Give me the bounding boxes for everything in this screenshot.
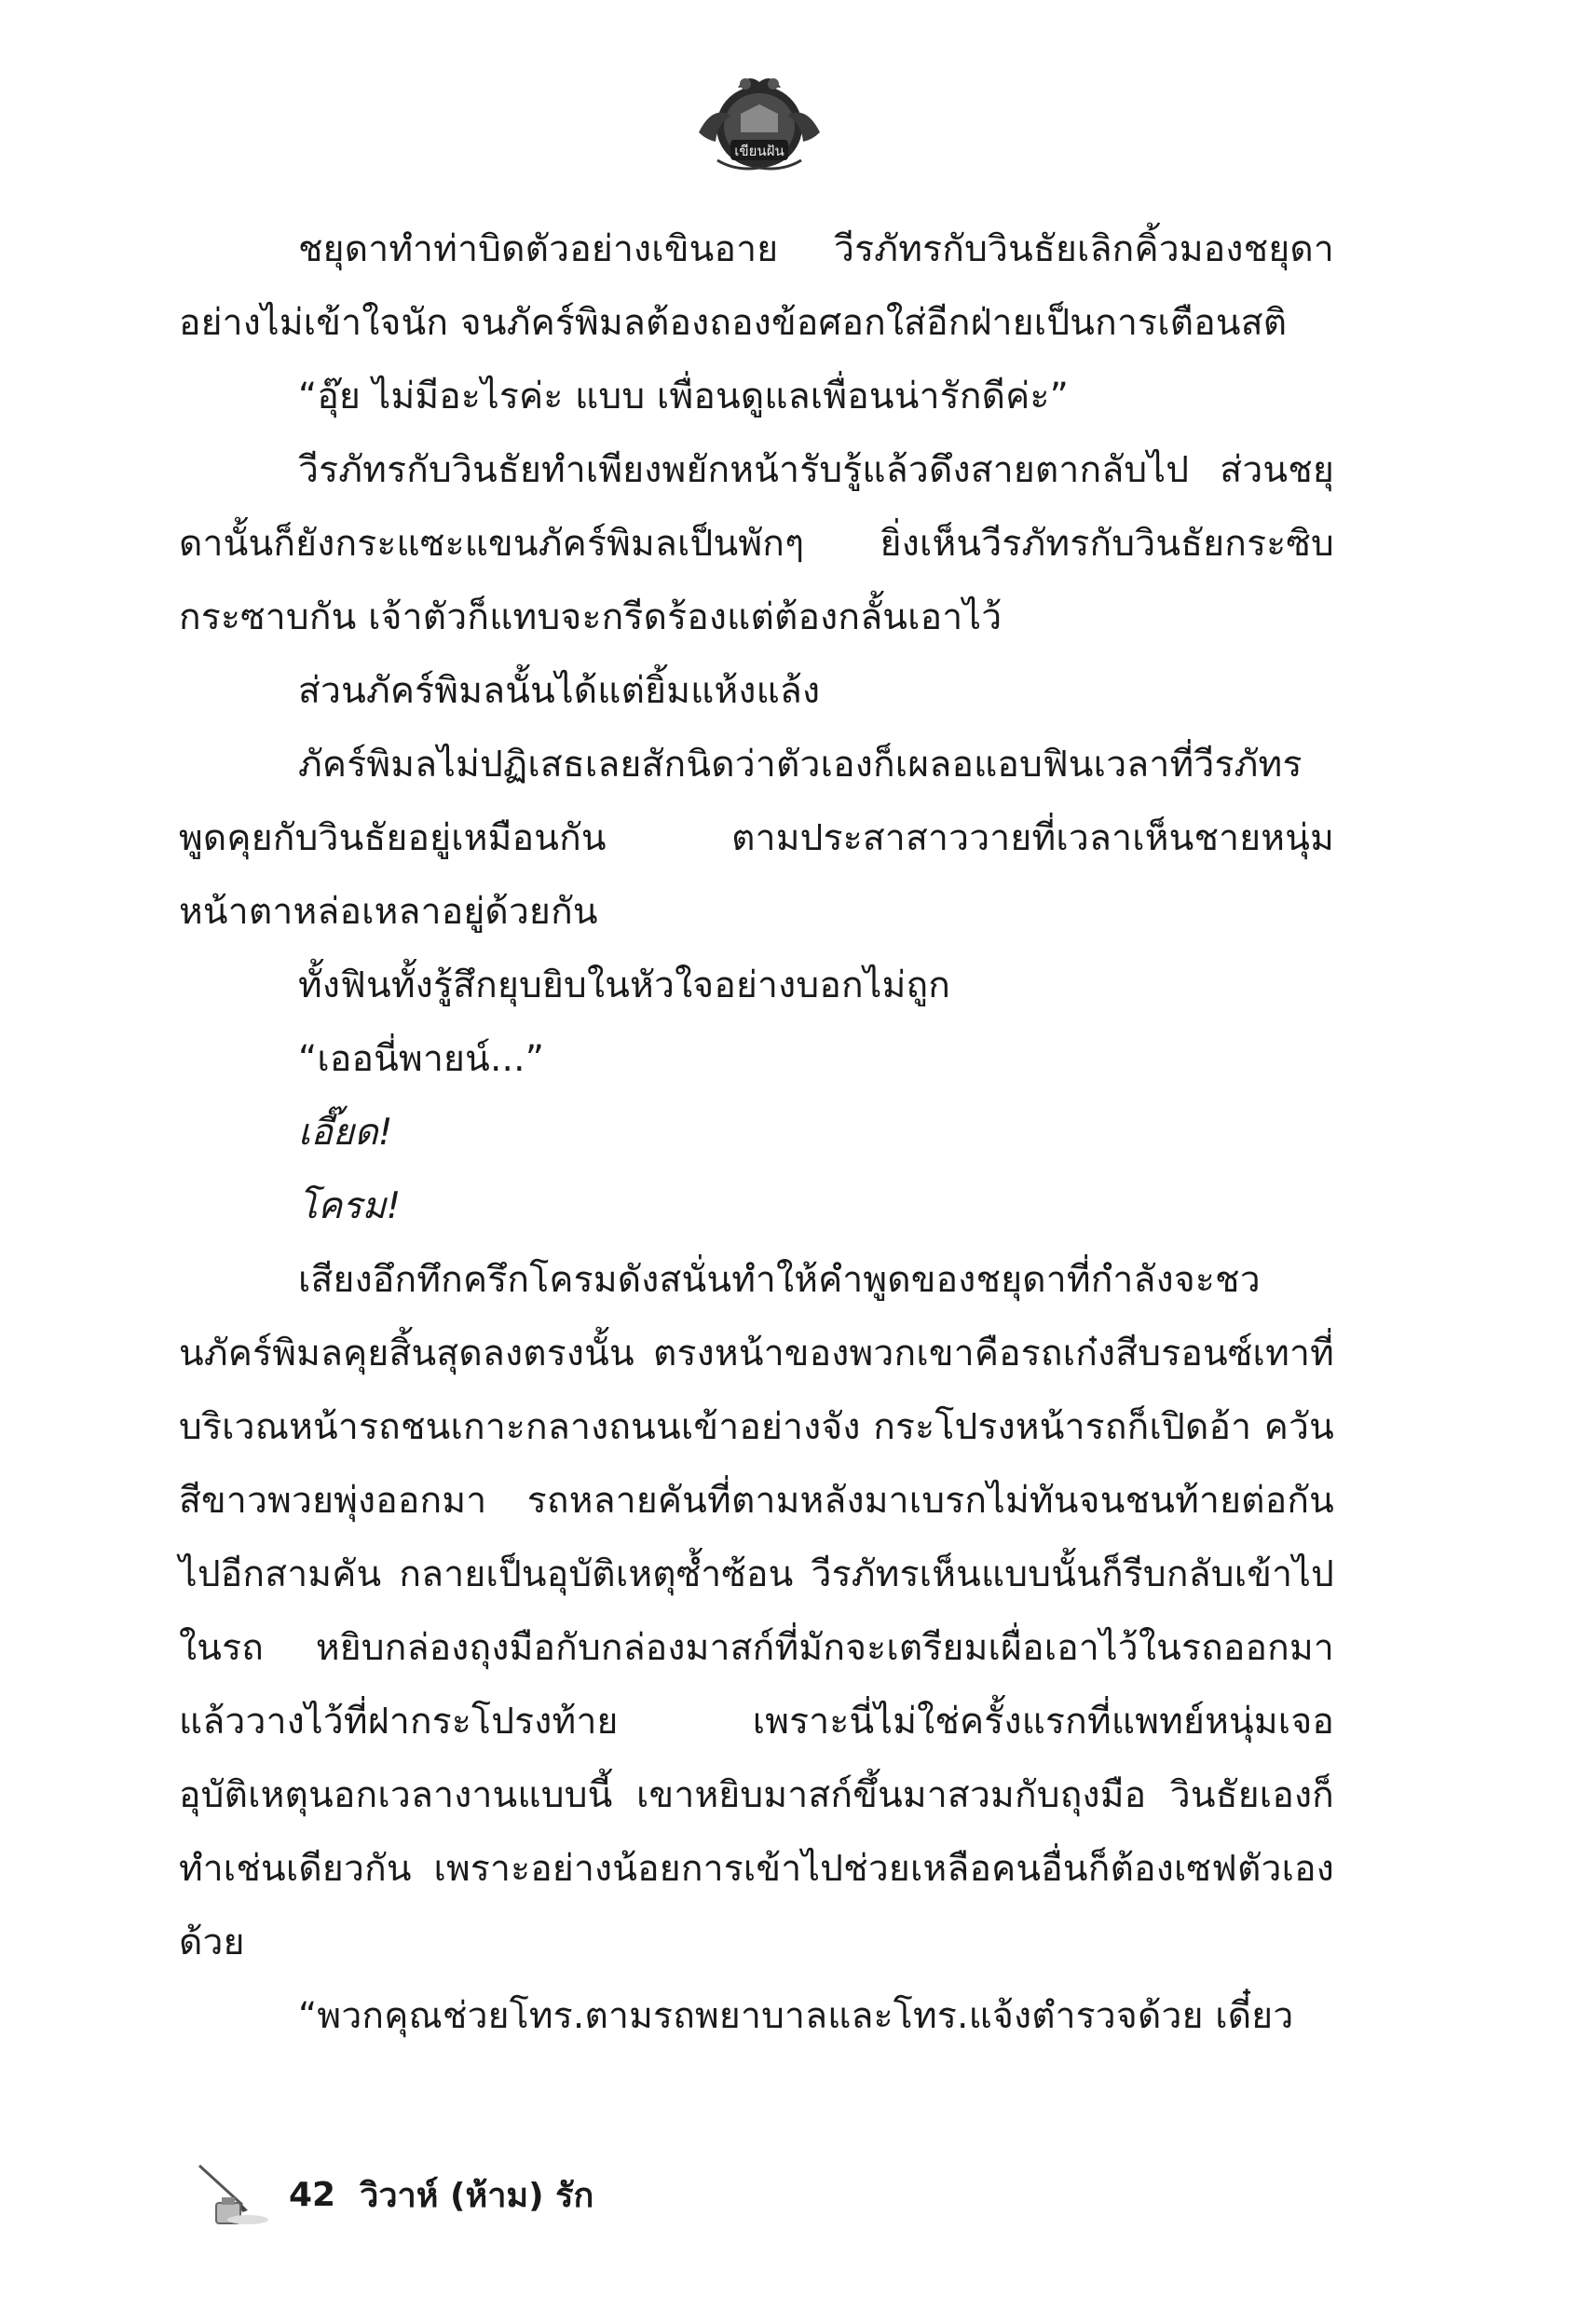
- body-text: [179, 212, 1334, 2053]
- paragraph: “เออนี่พายน์...”: [298, 1038, 545, 1080]
- book-title: วิวาห์ (ห้าม) รัก: [360, 2176, 594, 2215]
- paragraph: ชยุดาทำท่าบิดตัวอย่างเขินอาย วีรภัทรกับวินธัยเลิกคิ้วมองชยุดาอย่างไม่เข้าใจนัก จนภัคร์พิมลต้องถองข้อศอกใส่อีกฝ่ายเป็นการเตือนสติ: [179, 228, 1334, 344]
- paragraph: ภัคร์พิมลไม่ปฏิเสธเลยสักนิดว่าตัวเองก็เผลอแอบฟินเวลาที่วีรภัทรพูดคุยกับวินธัยอยู่เหมือนกัน ตามประสาสาววายที่เวลาเห็นชายหนุ่มหน้าตาหล่อเหลาอยู่ด้วยกัน: [179, 744, 1334, 933]
- paragraph: เสียงอึกทึกครึกโครมดังสนั่นทำให้คำพูดของชยุดาที่กำลังจะชวนภัคร์พิมลคุยสิ้นสุดลงตรงนั้น ตรงหน้าของพวกเขาคือรถเก๋งสีบรอนซ์เทาที่บริเวณหน้ารถชนเกาะกลางถนนเข้าอย่างจัง กระโปรงหน้ารถก็เปิดอ้า ควันสีขาวพวยพุ่งออกมา รถหลายคันที่ตามหลังมาเบรกไม่ทันจนชนท้ายต่อกันไปอีกสามคัน กลายเป็นอุบัติเหตุซ้ำซ้อน วีรภัทรเห็นแบบนั้นก็รีบกลับเข้าไปในรถ หยิบกล่องถุงมือกับกล่องมาสก์ที่มักจะเตรียมเผื่อเอาไว้ในรถออกมาแล้ววางไว้ที่ฝากระโปรงท้าย เพราะนี่ไม่ใช่ครั้งแรกที่แพทย์หนุ่มเจออุบัติเหตุนอกเวลางานแบบนี้ เขาหยิบมาสก์ขึ้นมาสวมกับถุงมือ วินธัยเองก็ทำเช่นเดียวกัน เพราะอย่างน้อยการเข้าไปช่วยเหลือคนอื่นก็ต้องเซฟตัวเองด้วย: [179, 1259, 1334, 1963]
- paragraph: “อุ๊ย ไม่มีอะไรค่ะ แบบ เพื่อนดูแลเพื่อนน่ารักดีค่ะ”: [298, 376, 1070, 417]
- paragraph: ทั้งฟินทั้งรู้สึกยุบยิบในหัวใจอย่างบอกไม่ถูก: [298, 964, 951, 1006]
- paragraph: วีรภัทรกับวินธัยทำเพียงพยักหน้ารับรู้แล้วดึงสายตากลับไป ส่วนชยุดานั้นก็ยังกระแซะแขนภัคร์พิมลเป็นพักๆ ยิ่งเห็นวีรภัทรกับวินธัยกระซิบกระซาบกัน เจ้าตัวก็แทบจะกรีดร้องแต่ต้องกลั้นเอาไว้: [179, 449, 1334, 638]
- paragraph-sound-effect: โครม!: [298, 1185, 402, 1227]
- svg-text:เขียนฝัน: เขียนฝัน: [734, 143, 784, 159]
- paragraph: “พวกคุณช่วยโทร.ตามรถพยาบาลและโทร.แจ้งตำรวจด้วย เดี๋ยว: [298, 1995, 1294, 2037]
- page-number: 42: [289, 2175, 336, 2214]
- paragraph: ส่วนภัคร์พิมลนั้นได้แต่ยิ้มแห้งแล้ง: [298, 670, 821, 712]
- ornate-crest-icon: [689, 67, 829, 177]
- paragraph-sound-effect: เอี๊ยด!: [298, 1112, 393, 1154]
- page-footer: [196, 2162, 593, 2227]
- pen-and-inkwell-icon: [196, 2162, 272, 2227]
